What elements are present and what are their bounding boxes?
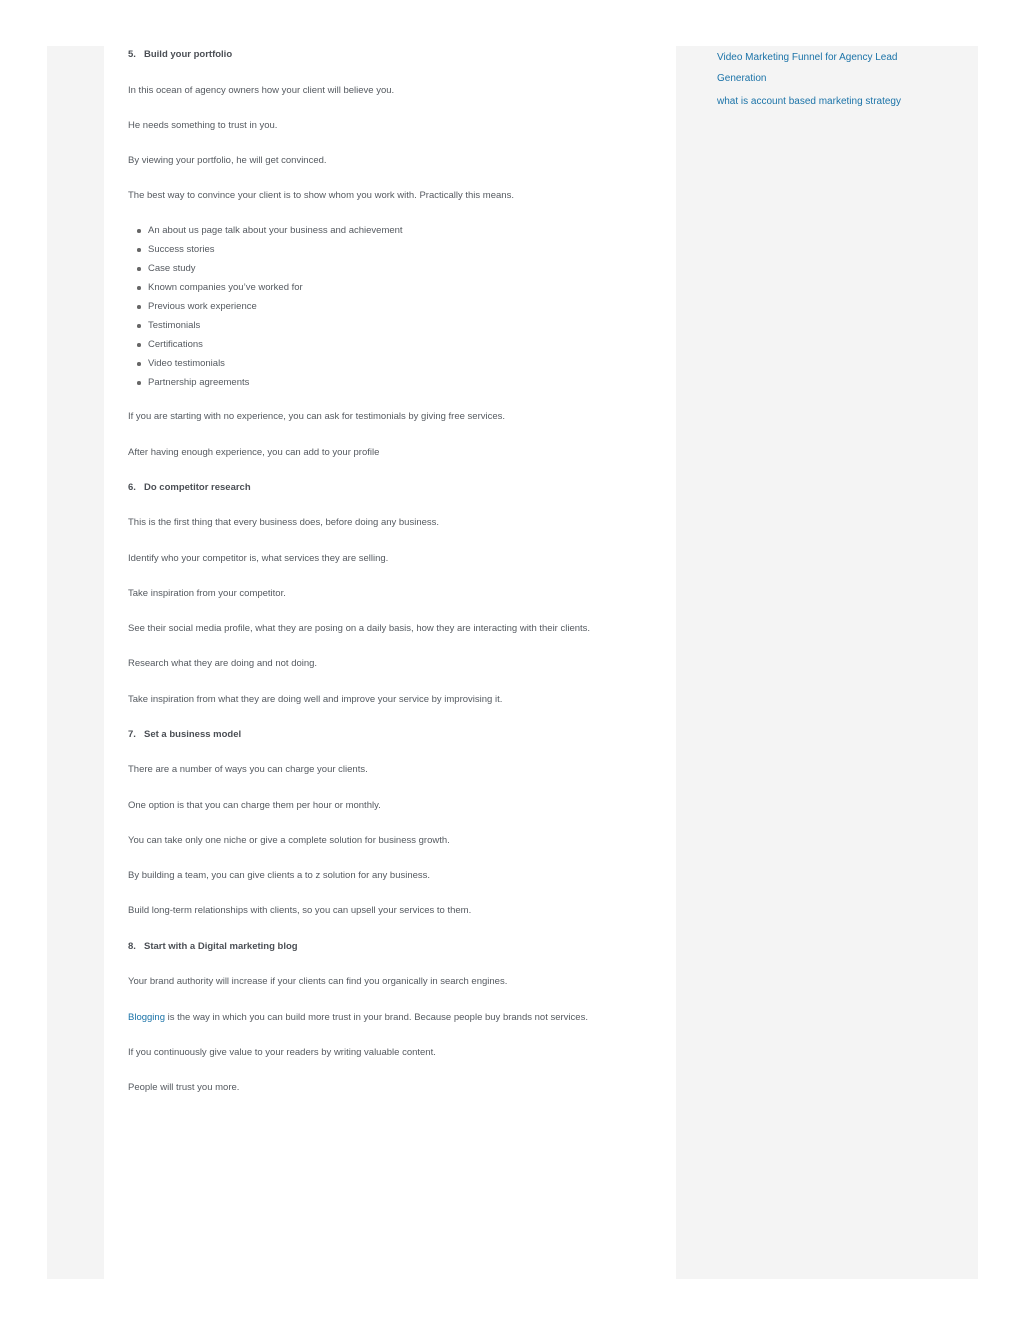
list-item: Previous work experience <box>148 298 257 316</box>
list-item: An about us page talk about your business and achievement <box>148 222 403 240</box>
paragraph: Research what they are doing and not doing. <box>128 658 318 669</box>
list-item: Success stories <box>148 241 215 259</box>
sidebar <box>676 46 978 1279</box>
paragraph: Build long-term relationships with clients, so you can upsell your services to them. <box>128 905 472 916</box>
list-item: Case study <box>148 260 196 278</box>
list-item: Video testimonials <box>148 355 225 373</box>
paragraph: If you continuously give value to your readers by writing valuable content. <box>128 1047 436 1058</box>
sidebar-link-video-marketing-funnel[interactable]: Video Marketing Funnel for Agency Lead Generation <box>717 52 898 84</box>
section-heading-business-model: 7. Set a business model <box>128 729 242 740</box>
paragraph: Take inspiration from what they are doing well and improve your service by improvising it. <box>128 694 503 705</box>
paragraph: One option is that you can charge them per hour or monthly. <box>128 800 381 811</box>
paragraph: After having enough experience, you can add to your profile <box>128 447 380 458</box>
paragraph: Take inspiration from your competitor. <box>128 588 286 599</box>
paragraph: There are a number of ways you can charge your clients. <box>128 764 368 775</box>
sidebar-link-account-based-marketing[interactable]: what is account based marketing strategy <box>717 96 901 107</box>
section-heading-competitor-research: 6. Do competitor research <box>128 482 251 493</box>
left-gutter <box>47 46 104 1279</box>
paragraph: If you are starting with no experience, you can ask for testimonials by giving free services. <box>128 411 506 422</box>
list-item: Certifications <box>148 336 203 354</box>
paragraph: You can take only one niche or give a complete solution for business growth. <box>128 835 450 846</box>
paragraph-blogging: Blogging is the way in which you can build more trust in your brand. Because people buy brands not services. <box>128 1012 588 1023</box>
section-heading-digital-marketing-blog: 8. Start with a Digital marketing blog <box>128 941 298 952</box>
paragraph: See their social media profile, what they are posing on a daily basis, how they are interacting with their clients. <box>128 623 591 634</box>
paragraph: He needs something to trust in you. <box>128 120 278 131</box>
paragraph: By building a team, you can give clients a to z solution for any business. <box>128 870 431 881</box>
list-item: Testimonials <box>148 317 200 335</box>
paragraph: Identify who your competitor is, what services they are selling. <box>128 553 389 564</box>
paragraph: By viewing your portfolio, he will get convinced. <box>128 155 327 166</box>
paragraph: This is the first thing that every business does, before doing any business. <box>128 517 440 528</box>
list-item: Known companies you’ve worked for <box>148 279 303 297</box>
paragraph: People will trust you more. <box>128 1082 240 1093</box>
section-heading-build-portfolio: 5. Build your portfolio <box>128 49 233 60</box>
paragraph: The best way to convince your client is to show whom you work with. Practically this means. <box>128 190 514 201</box>
list-item: Partnership agreements <box>148 374 249 392</box>
paragraph: In this ocean of agency owners how your client will believe you. <box>128 85 395 96</box>
blogging-link[interactable]: Blogging <box>128 1012 165 1023</box>
paragraph: Your brand authority will increase if your clients can find you organically in search engines. <box>128 976 508 987</box>
